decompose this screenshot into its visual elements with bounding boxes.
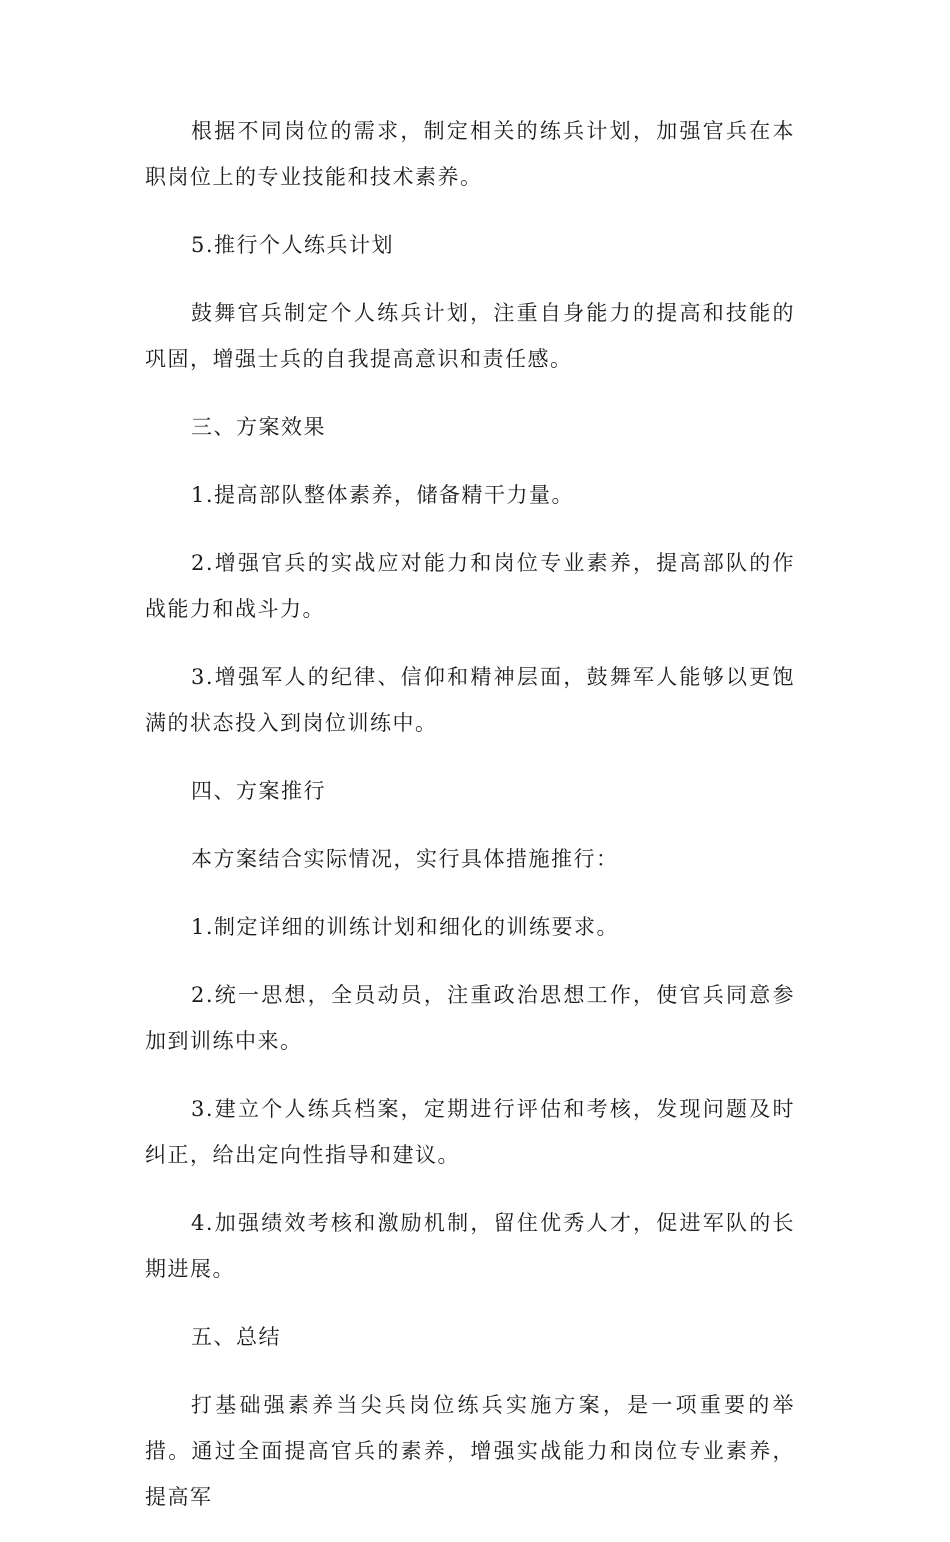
implementation-item-1: 1.制定详细的训练计划和细化的训练要求。 xyxy=(191,915,620,939)
section-heading-summary: 五、总结 xyxy=(191,1325,281,1349)
implementation-item-3: 3.建立个人练兵档案，定期进行评估和考核，发现问题及时纠正，给出定向性指导和建议。 xyxy=(145,1097,795,1167)
effect-item-3: 3.增强军人的纪律、信仰和精神层面，鼓舞军人能够以更饱满的状态投入到岗位训练中。 xyxy=(145,665,795,735)
effect-item-1: 1.提高部队整体素养，储备精干力量。 xyxy=(191,483,575,507)
document-page xyxy=(145,108,795,1542)
paragraph-post-training-plan: 根据不同岗位的需求，制定相关的练兵计划，加强官兵在本职岗位上的专业技能和技术素养。 xyxy=(145,119,795,189)
section-heading-implementation: 四、方案推行 xyxy=(191,779,326,803)
implementation-item-2: 2.统一思想，全员动员，注重政治思想工作，使官兵同意参加到训练中来。 xyxy=(145,983,795,1053)
paragraph-individual-plan: 鼓舞官兵制定个人练兵计划，注重自身能力的提高和技能的巩固，增强士兵的自我提高意识和责任感。 xyxy=(145,301,795,371)
implementation-item-4: 4.加强绩效考核和激励机制，留住优秀人才，促进军队的长期进展。 xyxy=(145,1211,795,1281)
effect-item-2: 2.增强官兵的实战应对能力和岗位专业素养，提高部队的作战能力和战斗力。 xyxy=(145,551,795,621)
section-heading-effects: 三、方案效果 xyxy=(191,415,326,439)
implementation-intro: 本方案结合实际情况，实行具体措施推行： xyxy=(191,847,619,871)
heading-individual-plan: 5.推行个人练兵计划 xyxy=(191,233,395,257)
summary-paragraph: 打基础强素养当尖兵岗位练兵实施方案，是一项重要的举措。通过全面提高官兵的素养，增强实战能力和岗位专业素养，提高军 xyxy=(145,1393,795,1509)
